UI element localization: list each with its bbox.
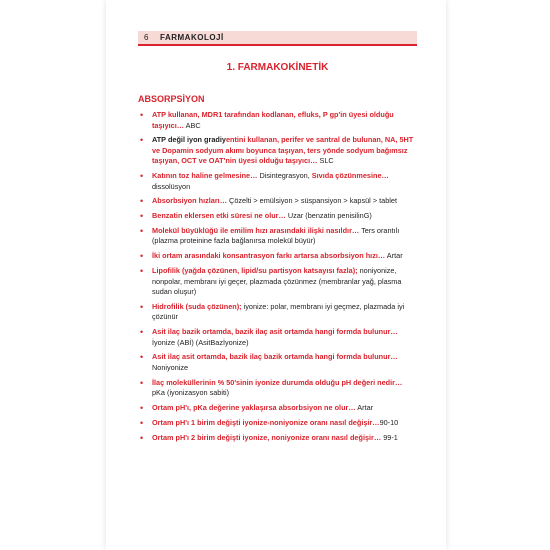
item-question: Asit ilaç asit ortamda, bazik ilaç bazik ortamda hangi formda bulunur… xyxy=(152,352,398,362)
book-title: FARMAKOLOJİ xyxy=(160,33,224,42)
item-question: Asit ilaç bazik ortamda, bazik ilaç asit ortamda hangi formda bulunur… xyxy=(152,327,398,337)
page-header xyxy=(138,31,417,46)
bullet-icon: • xyxy=(140,135,144,146)
item-question: Lipofilik (yağda çözünen, lipid/su partisyon katsayısı fazla); xyxy=(152,266,358,276)
chapter-title: 1. FARMAKOKİNETİK xyxy=(226,62,329,73)
list-item xyxy=(138,251,417,262)
bullet-icon: • xyxy=(140,301,144,312)
bullet-icon: • xyxy=(140,403,144,414)
list-item xyxy=(138,418,417,429)
item-question: ATP kullanan, MDR1 tarafından kodlanan, efluks, P gp'in üyesi olduğu taşıyıcı… xyxy=(152,110,394,130)
item-question: İlaç moleküllerinin % 50'sinin iyonize durumda olduğu pH değeri nedir… xyxy=(152,377,403,387)
book-page xyxy=(106,0,446,550)
item-answer: 90-10 xyxy=(379,417,399,427)
item-answer: noniyonize, nonpolar, membranı iyi geçer, plazmada çözünmez (membranlar yağ, plasma sudan oluşur) xyxy=(152,266,402,297)
bullet-icon: • xyxy=(140,352,144,363)
item-answer: Artar xyxy=(355,403,374,413)
list-item xyxy=(138,110,417,131)
section-title: ABSORPSİYON xyxy=(138,94,205,104)
item-question: Hidrofilik (suda çözünen); xyxy=(152,301,242,311)
list-item xyxy=(138,266,417,298)
list-item xyxy=(138,433,417,444)
item-answer: İyonize (ABİ) (AsitBazİyonize) xyxy=(152,337,249,347)
bullet-icon: • xyxy=(140,196,144,207)
item-question: Absorbsiyon hızları… xyxy=(152,196,228,206)
header-rule xyxy=(138,44,417,46)
item-question: Benzatin eklersen etki süresi ne olur… xyxy=(152,211,286,221)
item-question: Ortam pH'ı 2 birim değişti iyonize, noniyonize oranı nasıl değişir… xyxy=(152,432,382,442)
item-answer-2: dissolüsyon xyxy=(152,181,191,191)
bullet-icon: • xyxy=(140,432,144,443)
item-answer: Ters orantılı (plazma proteinine fazla bağlanırsa molekül büyür) xyxy=(152,225,400,246)
bullet-icon: • xyxy=(140,327,144,338)
item-answer: Noniyonize xyxy=(152,362,189,372)
list-item xyxy=(138,302,417,323)
item-question: Ortam pH'ı, pKa değerine yaklaşırsa absorbsiyon ne olur… xyxy=(152,403,356,413)
item-question-prefix: ATP değil iyon gradiy xyxy=(152,135,226,145)
bullet-icon: • xyxy=(140,377,144,388)
item-question-2: Sıvıda çözünmesine… xyxy=(311,171,389,181)
list-item xyxy=(138,226,417,247)
item-question: entini kullanan, perifer ve santral de bulunan, NA, 5HT ve Dopamin sodyum akımı boyunca taşıyan, ters yönde sodyum bağımsız taşıyan, OCT ve OAT'nin üyesi olduğu taşıyıcı… xyxy=(152,135,414,166)
bullet-icon: • xyxy=(140,211,144,222)
list-item xyxy=(138,211,417,222)
list-item xyxy=(138,352,417,373)
bullet-icon: • xyxy=(140,266,144,277)
list-item xyxy=(138,403,417,414)
list-item xyxy=(138,171,417,192)
item-question: Ortam pH'ı 1 birim değişti iyonize-noniyonize oranı nasıl değişir… xyxy=(152,417,380,427)
bullet-icon: • xyxy=(140,251,144,262)
item-answer: pKa (iyonizasyon sabiti) xyxy=(152,388,230,398)
bullet-icon: • xyxy=(140,110,144,120)
item-answer: SLC xyxy=(317,156,334,166)
item-answer: 99-1 xyxy=(381,432,398,442)
item-question: İki ortam arasındaki konsantrasyon farkı artarsa absorbsiyon hızı… xyxy=(152,251,386,261)
bullet-icon: • xyxy=(140,171,144,182)
list-item xyxy=(138,196,417,207)
item-answer: Artar xyxy=(385,251,403,261)
item-answer: Disintegrasyon, xyxy=(257,171,312,181)
item-answer: Çözelti > emülsiyon > süspansiyon > kapsül > tablet xyxy=(227,196,397,206)
list-item xyxy=(138,327,417,348)
page-number: 6 xyxy=(144,33,149,42)
item-question: Molekül büyüklüğü ile emilim hızı arasındaki ilişki nasıldır… xyxy=(152,225,360,235)
item-question: Katının toz haline gelmesine… xyxy=(152,171,258,181)
item-answer: Uzar (benzatin penisilinG) xyxy=(285,211,372,221)
list-item xyxy=(138,378,417,399)
list-item xyxy=(138,135,417,167)
bullet-icon: • xyxy=(140,417,144,428)
item-answer: iyonize: polar, membranı iyi geçmez, plazmada iyi çözünür xyxy=(152,301,405,322)
question-list xyxy=(138,110,417,447)
item-answer: ABC xyxy=(184,120,201,130)
bullet-icon: • xyxy=(140,225,144,236)
